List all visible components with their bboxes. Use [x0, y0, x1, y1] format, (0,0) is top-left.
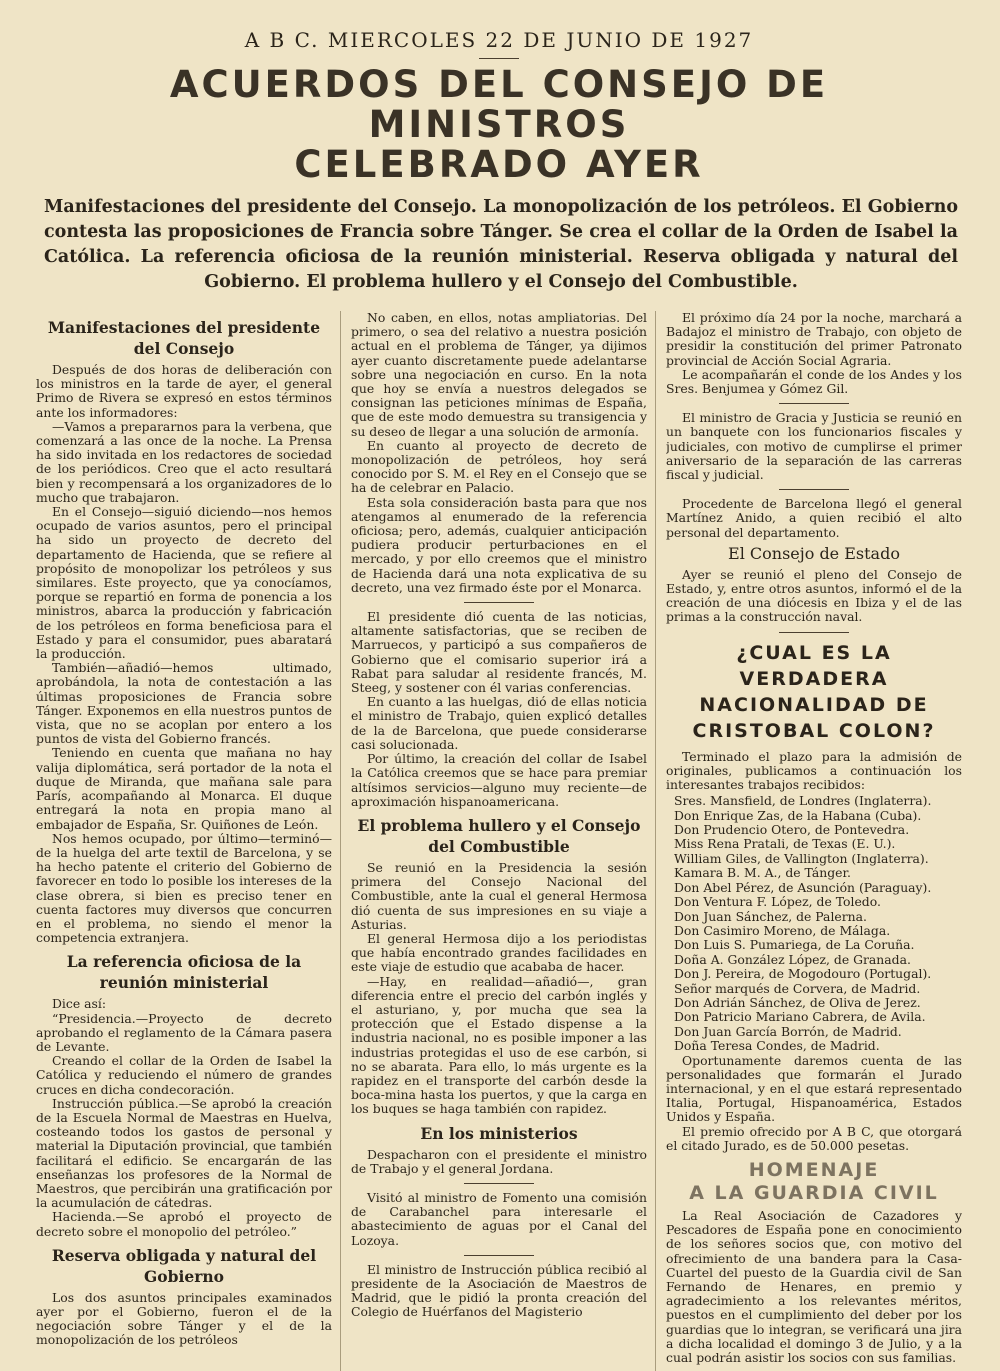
list-item: Don Enrique Zas, de la Habana (Cuba).	[674, 807, 922, 823]
column-3	[666, 311, 962, 1371]
homenaje-line-1: HOMENAJE	[748, 1159, 880, 1181]
divider-rule	[464, 1183, 534, 1184]
paragraph: La Real Asociación de Cazadores y Pescadores de España pone en conocimiento de los señores socios que, con motivo del ofrecimiento de una bandera para la Casa-Cuartel del puesto de la Guardia civil de San Fernando de Henares, en premio y agradecimiento a los relevantes méritos, puestos en el cumplimiento del deber por los guardias que lo integran, se verificará una jira a dicha localidad el domingo 3 de Julio, y a la cual podrán asistir los socios con sus familias.	[666, 1208, 962, 1366]
divider-rule	[464, 1255, 534, 1256]
paragraph: No caben, en ellos, notas ampliatorias. Del primero, o sea del relativo a nuestra posición actual en el problema de Tánger, ya dijimos ayer cuanto discretamente puede adelantarse sobre una negociación en curso. En la nota que hoy se envía a nuestros delegados se consignan las peticiones mínimas de España, que de este modo demuestra su transigencia y su deseo de llegar a una solución de armonía.	[351, 311, 647, 439]
masthead-rule	[479, 58, 519, 59]
paragraph: Dice así:	[52, 996, 106, 1012]
divider-rule	[779, 632, 849, 633]
paragraph: El ministro de Gracia y Justicia se reunió en un banquete con los funcionarios fiscales y judiciales, con motivo de cumplirse el primer aniversario de la separación de las carreras fiscal y judicial.	[666, 410, 962, 483]
paragraph: Instrucción pública.—Se aprobó la creación de la Escuela Normal de Maestras en Huelva, costeando todos los gastos de personal y material la Diputación provincial, que también facilitará el edificio. Se encargarán de las enseñanzas los profesores de la Normal de Maestros, que percibirán una gratificación por la acumulación de cátedras.	[36, 1095, 332, 1211]
list-item: Don Abel Pérez, de Asunción (Paraguay).	[674, 879, 932, 895]
paragraph: Procedente de Barcelona llegó el general Martínez Anido, a quien recibió el alto personal del departamento.	[666, 496, 962, 540]
entries-list	[674, 794, 962, 1053]
paragraph: Ayer se reunió el pleno del Consejo de Estado, y, entre otros asuntos, informó el de la creación de una diócesis en Ibiza y el de las primas a la construcción naval.	[666, 566, 962, 625]
section-heading: El problema hullero y el Consejo del Combustible	[357, 815, 641, 856]
paragraph: Despacharon con el presidente el ministro de Trabajo y el general Jordana.	[351, 1146, 647, 1176]
headline-line-1: ACUERDOS DEL CONSEJO DE MINISTROS	[169, 63, 829, 146]
list-item: Don Casimiro Moreno, de Málaga.	[674, 922, 891, 938]
list-item: Don Juan García Borrón, de Madrid.	[674, 1023, 902, 1039]
list-item: Don Adrián Sánchez, de Oliva de Jerez.	[674, 994, 921, 1010]
list-item: Señor marqués de Corvera, de Madrid.	[674, 980, 921, 996]
paragraph: Se reunió en la Presidencia la sesión primera del Consejo Nacional del Combustible, ante la cual el general Hermosa dió cuenta de sus impresiones en su viaje a Asturias.	[351, 859, 647, 932]
paragraph: “Presidencia.—Proyecto de decreto aprobando el reglamento de la Cámara pasera de Levante.	[36, 1010, 332, 1054]
paragraph: Después de dos horas de deliberación con los ministros en la tarde de ayer, el general Primo de Rivera se expresó en estos términos ante los informadores:	[36, 362, 332, 420]
paragraph: Oportunamente daremos cuenta de las personalidades que formarán el Jurado internacional, y en el que estará representado Italia, Portugal, Hispanoamérica, Estados Unidos y España.	[666, 1052, 962, 1125]
paragraph: El próximo día 24 por la noche, marchará a Badajoz el ministro de Trabajo, con objeto de presidir la constitución del primer Patronato provincial de Acción Social Agraria.	[666, 311, 962, 368]
paragraph: El ministro de Instrucción pública recibió al presidente de la Asociación de Maestros de Madrid, que le pidió la pronta creación del Colegio de Huérfanos del Magisterio	[351, 1261, 647, 1320]
paragraph: Esta sola consideración basta para que nos atengamos al enumerado de la referencia oficiosa; pero, además, cualquier anticipación pudiera producir perturbaciones en el mercado, y por ello creemos que el ministro de Hacienda dará una nota explicativa de su decreto, una vez firmado éste por el Monarca.	[351, 494, 647, 595]
paragraph: Terminado el plazo para la admisión de originales, publicamos a continuación los interesantes trabajos recibidos:	[666, 748, 962, 793]
paragraph: Teniendo en cuenta que mañana no hay valija diplomática, será portador de la nota el duque de Miranda, que mañana sale para París, acompañando al Monarca. El duque entregará la nota en propia mano al embajador de España, Sr. Quiñones de León.	[36, 745, 332, 832]
paragraph: El premio ofrecido por A B C, que otorgará el citado Jurado, es de 50.000 pesetas.	[666, 1123, 962, 1153]
colon-contest-heading: ¿CUAL ES LA VERDADERA NACIONALIDAD DE CRISTOBAL COLON?	[692, 641, 936, 742]
divider-rule	[779, 403, 849, 404]
headline-line-2: CELEBRADO AYER	[294, 143, 704, 186]
list-item: Don Prudencio Otero, de Pontevedra.	[674, 822, 910, 838]
paragraph: —Vamos a prepararnos para la verbena, que comenzará a las once de la noche. La Prensa ha sido invitada en los redactores de sociedad de los periódicos. Creo que el acto resultará bien y recompensará a los organizadores de lo mucho que trabajaron.	[36, 418, 332, 505]
list-item: Doña Teresa Condes, de Madrid.	[674, 1038, 880, 1054]
section-heading: La referencia oficiosa de la reunión ministerial	[66, 952, 302, 993]
masthead: A B C. MIERCOLES 22 DE JUNIO DE 1927	[244, 28, 754, 52]
paragraph: Creando el collar de la Orden de Isabel la Católica y reduciendo el número de grandes cruces en dicha condecoración.	[36, 1053, 332, 1097]
paragraph: Visitó al ministro de Fomento una comisión de Carabanchel para interesarle el abastecimiento de aguas por el Canal del Lozoya.	[351, 1189, 647, 1248]
list-item: Kamara B. M. A., de Tánger.	[674, 865, 851, 881]
paragraph: En cuanto a las huelgas, dió de ellas noticia el ministro de Trabajo, quien explicó detalles de la de Barcelona, que puede considerarse casi solucionada.	[351, 694, 647, 752]
divider-rule	[779, 489, 849, 490]
section-heading: El Consejo de Estado	[728, 543, 900, 563]
list-item: Don J. Pereira, de Mogodouro (Portugal).	[674, 966, 932, 982]
column-1	[36, 311, 341, 1371]
paragraph: Le acompañarán el conde de los Andes y los Sres. Benjumea y Gómez Gil.	[666, 366, 962, 397]
list-item: Don Ventura F. López, de Toledo.	[674, 894, 881, 910]
divider-rule	[464, 602, 534, 603]
column-2	[351, 311, 656, 1371]
section-heading: En los ministerios	[420, 1123, 578, 1143]
list-item: Miss Rena Pratali, de Texas (E. U.).	[674, 836, 896, 852]
list-item: Don Juan Sánchez, de Palerna.	[674, 908, 867, 924]
list-item: Don Luis S. Pumariega, de La Coruña.	[674, 937, 915, 953]
list-item: William Giles, de Vallington (Inglaterra).	[674, 850, 929, 866]
paragraph: —Hay, en realidad—añadió—, gran diferencia entre el precio del carbón inglés y el asturiano, y, por mucha que sea la protección que el Estado dispense a la industria nacional, no es posible imponer a las industrias protegidas el uso de ese carbón, si no se abarata. Para ello, lo más urgente es la rapidez en el transporte del carbón desde la boca-mina hasta los puertos, y que la carga en los buques se haga también con rapidez.	[351, 973, 647, 1117]
paragraph: Nos hemos ocupado, por último—terminó—de la huelga del arte textil de Barcelona, y se ha hecho patente el criterio del Gobierno de favorecer en todo lo posible los intereses de la clase obrera, si bien es preciso tener en cuenta factores muy diversos que concurren en el problema, no siendo el menor la competencia extranjera.	[36, 830, 332, 946]
paragraph: El general Hermosa dijo a los periodistas que había encontrado grandes facilidades en este viaje de estudio que acababa de hacer.	[351, 930, 647, 975]
homenaje-line-2: A LA GUARDIA CIVIL	[689, 1182, 939, 1204]
list-item: Doña A. González López, de Granada.	[674, 951, 911, 967]
paragraph: El presidente dió cuenta de las noticias, altamente satisfactorias, que se reciben de Marruecos, y participó a sus compañeros de Gobierno que el comisario superior irá a Rabat para saludar al residente francés, M. Steeg, y sostener con él varias conferencias.	[351, 609, 647, 696]
homenaje-heading	[666, 1159, 962, 1205]
list-item: Don Patricio Mariano Cabrera, de Avila.	[674, 1009, 926, 1025]
headline	[36, 65, 962, 185]
paragraph: Por último, la creación del collar de Isabel la Católica creemos que se hace para premiar altísimos servicios—alguno muy reciente—de aproximación hispanoamericana.	[351, 751, 647, 809]
paragraph: En el Consejo—siguió diciendo—nos hemos ocupado de varios asuntos, pero el principal ha sido un proyecto de decreto del departamento de Hacienda, que se refiere al propósito de monopolizar los petróleos y sus similares. Este proyecto, que ya conocíamos, porque se repartió en forma de ponencia a los ministros, abarca la producción y fabricación de los petróleos en forma beneficiosa para el Estado y para el consumidor, pues abaratará la producción.	[36, 504, 332, 662]
section-heading: Manifestaciones del presidente del Consejo	[47, 318, 321, 358]
paragraph: Los dos asuntos principales examinados ayer por el Gobierno, fueron el de la negociación sobre Tánger y el de la monopolización de los petróleos	[36, 1289, 332, 1348]
subheadline: Manifestaciones del presidente del Consejo. La monopolización de los petróleos. El Gobierno contesta las proposiciones de Francia sobre Tánger. Se crea el collar de la Orden de Isabel la Católica. La referencia oficiosa de la reunión ministerial. Reserva obligada y natural del Gobierno. El problema hullero y el Consejo del Combustible.	[44, 197, 958, 292]
paragraph: En cuanto al proyecto de decreto de monopolización de petróleos, hoy será conocido por S. M. el Rey en el Consejo que se ha de celebrar en Palacio.	[351, 437, 647, 496]
section-heading: Reserva obligada y natural del Gobierno	[51, 1245, 317, 1286]
list-item: Sres. Mansfield, de Londres (Inglaterra).	[674, 793, 932, 809]
paragraph: Hacienda.—Se aprobó el proyecto de decreto sobre el monopolio del petróleo.”	[36, 1209, 332, 1239]
article-columns	[36, 311, 962, 1371]
paragraph: También—añadió—hemos ultimado, aprobándola, la nota de contestación a las últimas proposiciones de Francia sobre Tánger. Exponemos en ella nuestros puntos de vista, que no se acoplan por entero a los puntos de vista del Gobierno francés.	[36, 660, 332, 747]
